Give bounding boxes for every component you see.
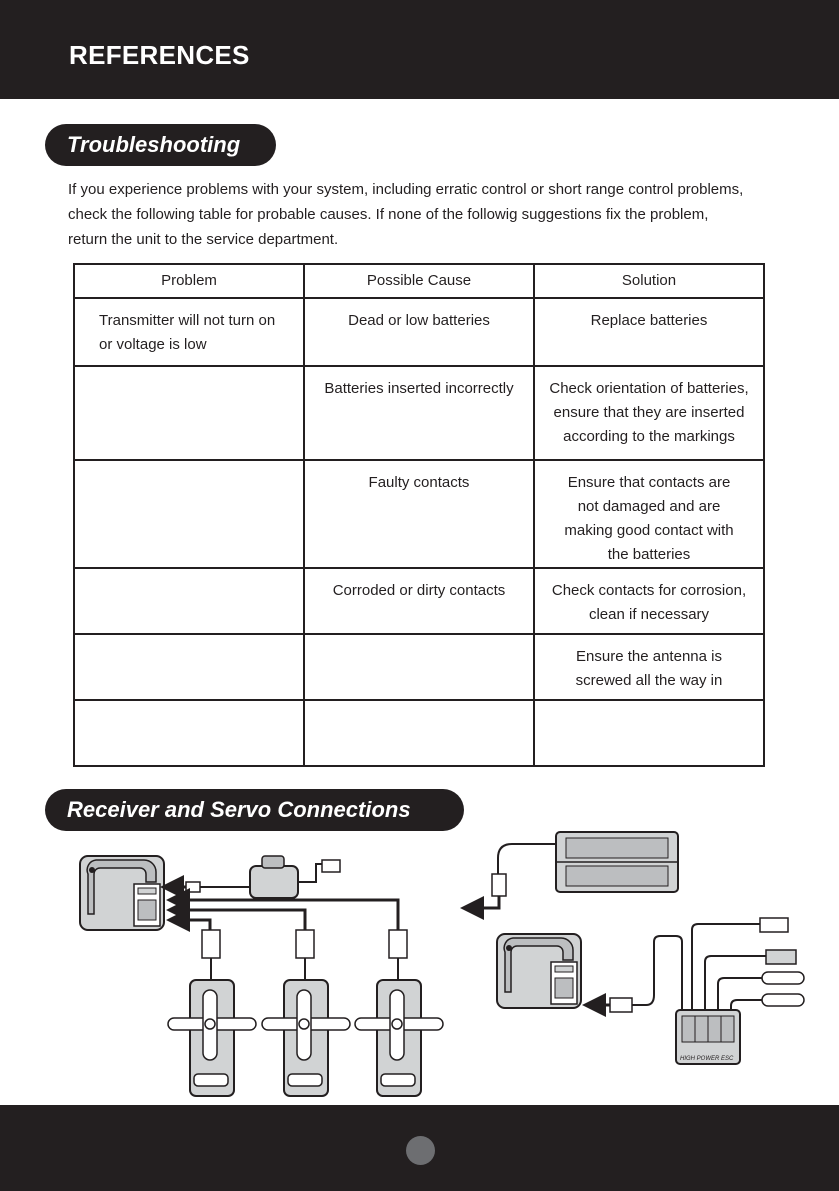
solution-text [535, 569, 763, 627]
cell-cause [304, 298, 534, 366]
esc-lead [588, 936, 682, 1012]
cause-text [305, 461, 533, 495]
problem-text [75, 569, 303, 579]
solution-line: Ensure the antenna is [576, 648, 722, 665]
page-header [0, 0, 839, 99]
cause-text [305, 635, 533, 645]
cell-cause [304, 634, 534, 700]
column-header-cause: Possible Cause [304, 264, 534, 298]
receiver-servo-heading: Receiver and Servo Connections [45, 789, 464, 831]
table-row [74, 700, 764, 766]
cell-problem [74, 568, 304, 634]
receiver-right [497, 934, 581, 1008]
solution-line: screwed all the way in [575, 672, 723, 689]
table-row [74, 298, 764, 366]
cause-text [305, 569, 533, 603]
cell-solution [534, 298, 764, 366]
problem-text [75, 635, 303, 645]
battery-pack [466, 832, 678, 908]
servo-2 [262, 930, 350, 1096]
table-row [74, 568, 764, 634]
solution-text [535, 367, 763, 449]
intro-line: check the following table for probable causes. If none of the followig suggestions fix the problem, [68, 206, 709, 223]
cell-cause [304, 366, 534, 460]
problem-line: or voltage is low [99, 336, 207, 353]
cell-solution [534, 366, 764, 460]
cell-cause [304, 460, 534, 568]
solution-line: ensure that they are inserted [553, 404, 745, 421]
intro-line: If you experience problems with your system, including erratic control or short range control problems, [68, 181, 744, 198]
solution-line: not damaged and are [577, 498, 721, 515]
problem-text [75, 367, 303, 377]
intro-paragraph [68, 177, 808, 252]
solution-line: making good contact with [564, 522, 734, 539]
solution-line: the batteries [607, 546, 691, 563]
solution-text [535, 299, 763, 333]
problem-text [75, 461, 303, 471]
receiver-left [80, 856, 164, 930]
cause-text [305, 701, 533, 711]
troubleshooting-heading: Troubleshooting [45, 124, 276, 166]
cell-problem [74, 634, 304, 700]
troubleshooting-table [73, 263, 765, 767]
cell-solution [534, 568, 764, 634]
cell-solution [534, 634, 764, 700]
table-header-row [74, 264, 764, 298]
table-row [74, 634, 764, 700]
esc-label: HIGH POWER ESC [680, 1056, 734, 1062]
page-title: REFERENCES [69, 40, 250, 70]
cell-problem [74, 366, 304, 460]
solution-text [535, 635, 763, 693]
table-row [74, 460, 764, 568]
cause-line: Faulty contacts [368, 474, 470, 491]
cell-problem [74, 460, 304, 568]
servo-3 [355, 930, 443, 1096]
cell-solution [534, 460, 764, 568]
cell-solution [534, 700, 764, 766]
solution-line: Check orientation of batteries, [549, 380, 749, 397]
solution-line: Replace batteries [590, 312, 708, 329]
solution-text [535, 701, 763, 711]
cell-problem [74, 298, 304, 366]
servo-leads [172, 900, 398, 930]
solution-line: clean if necessary [588, 606, 710, 623]
esc-unit [676, 918, 804, 1064]
servo-1 [168, 930, 256, 1096]
intro-line: return the unit to the service department. [68, 231, 339, 248]
solution-line: according to the markings [563, 428, 735, 445]
cell-problem [74, 700, 304, 766]
top-servo-lead [166, 856, 340, 898]
problem-text [75, 299, 303, 357]
column-header-problem: Problem [74, 264, 304, 298]
cause-text [305, 299, 533, 333]
problem-line: Transmitter will not turn on [99, 312, 276, 329]
solution-line: Check contacts for corrosion, [551, 582, 747, 599]
column-header-solution: Solution [534, 264, 764, 298]
cause-line: Corroded or dirty contacts [332, 582, 506, 599]
cell-cause [304, 568, 534, 634]
solution-line: Ensure that contacts are [567, 474, 731, 491]
solution-text [535, 461, 763, 567]
receiver-servo-diagram [0, 830, 839, 1105]
cell-cause [304, 700, 534, 766]
table-row [74, 366, 764, 460]
cause-line: Batteries inserted incorrectly [324, 380, 514, 397]
page-number-dot [406, 1136, 435, 1165]
cause-line: Dead or low batteries [348, 312, 490, 329]
cause-text [305, 367, 533, 401]
problem-text [75, 701, 303, 711]
